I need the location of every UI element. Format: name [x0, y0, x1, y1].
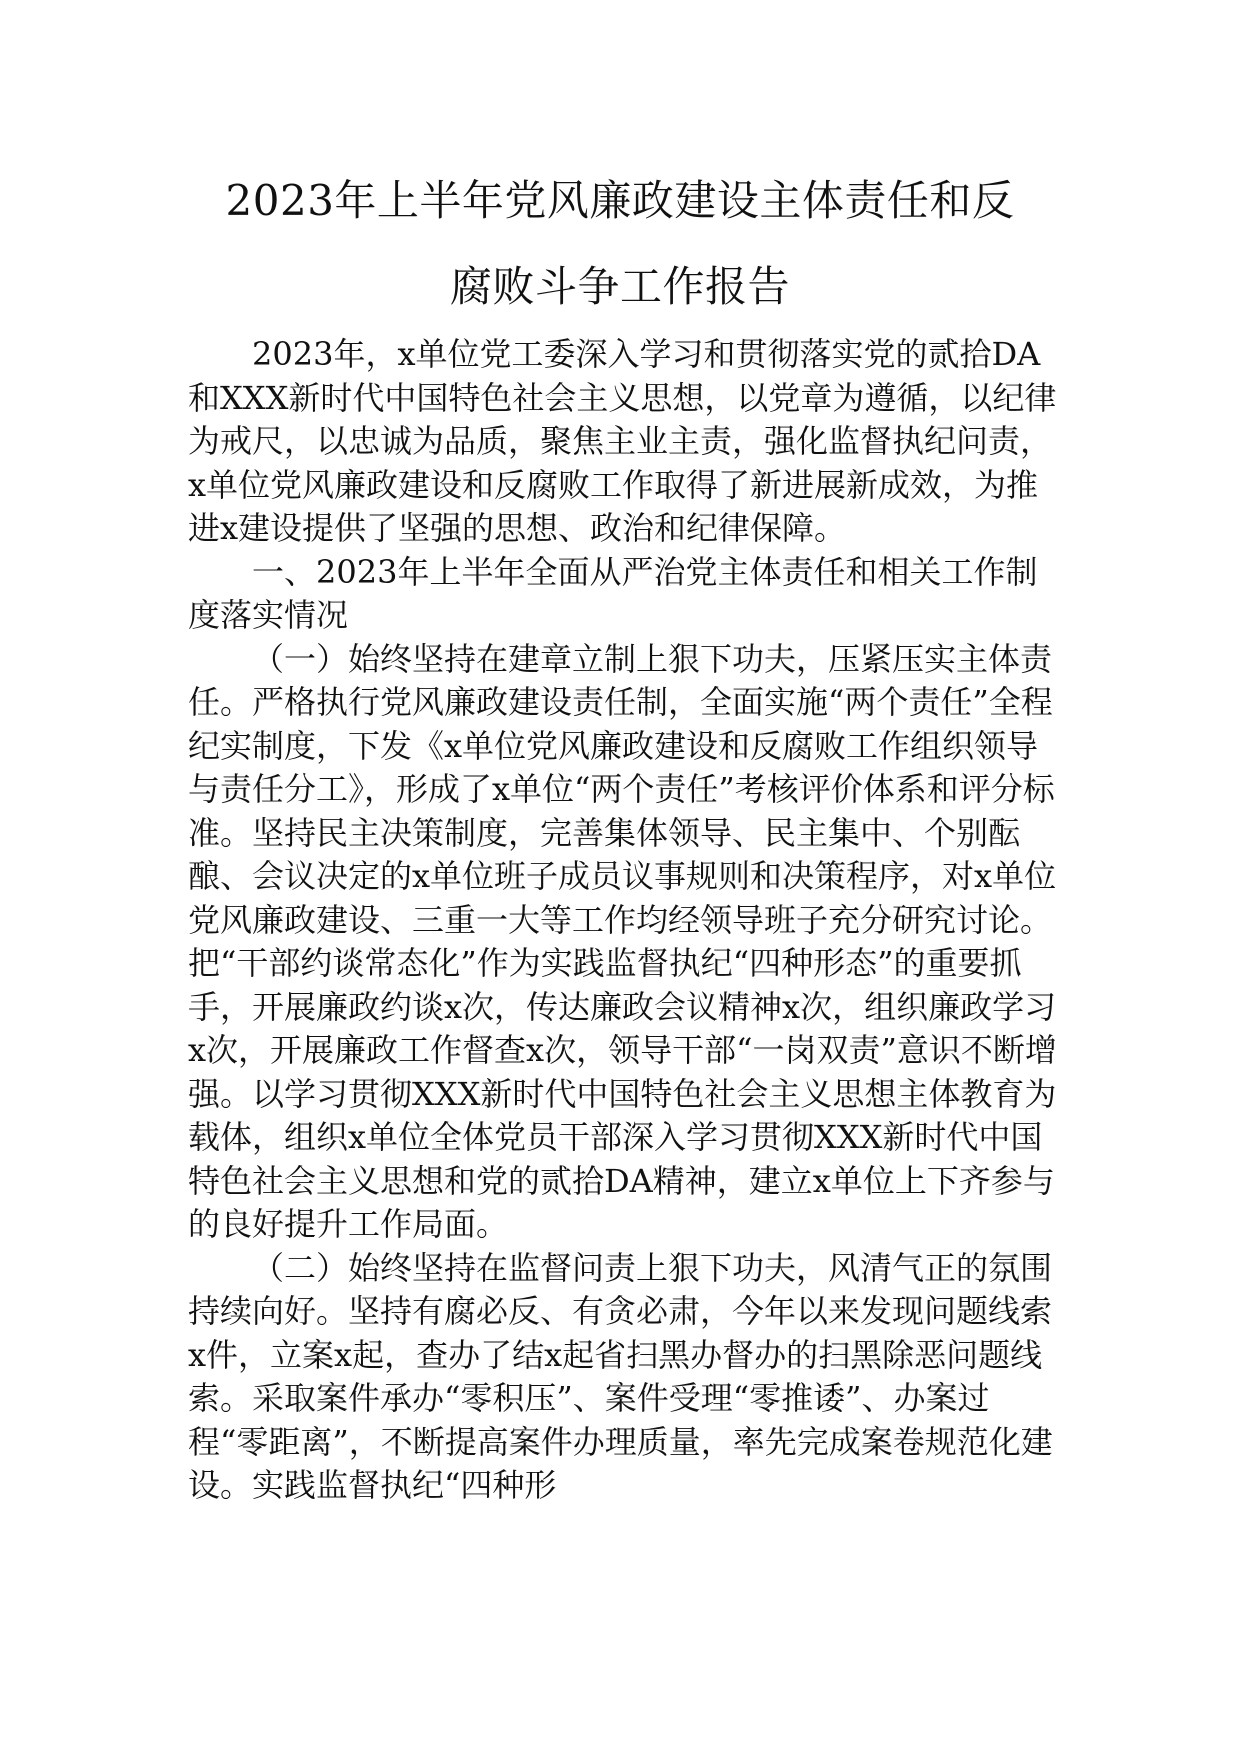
- document-body: [188, 333, 1068, 1508]
- document-title-line-1: 2023年上半年党风廉政建设主体责任和反: [225, 176, 1015, 225]
- subsection-paragraph-2: （二）始终坚持在监督问责上狠下功夫，风清气正的氛围持续向好。坚持有腐必反、有贪必肃，今年以来发现问题线索x件，立案x起，查办了结x起省扫黑办督办的扫黑除恶问题线索。采取案件承办“零积压”、案件受理“零推诿”、办案过程“零距离”，不断提高案件办理质量，率先完成案卷规范化建设。实践监督执纪“四种形: [188, 1248, 1053, 1504]
- intro-paragraph: 2023年，x单位党工委深入学习和贯彻落实党的贰拾DA和XXX新时代中国特色社会主义思想，以党章为遵循，以纪律为戒尺，以忠诚为品质，聚焦主业主责，强化监督执纪问责，x单位党风廉政建设和反腐败工作取得了新进展新成效，为推进x建设提供了坚强的思想、政治和纪律保障。: [188, 335, 1057, 547]
- document-title-line-2: 腐败斗争工作报告: [449, 262, 790, 311]
- section-heading-1: 一、2023年上半年全面从严治党主体责任和相关工作制度落实情况: [188, 552, 1038, 634]
- subsection-paragraph-1: （一）始终坚持在建章立制上狠下功夫，压紧压实主体责任。严格执行党风廉政建设责任制，全面实施“两个责任”全程纪实制度，下发《x单位党风廉政建设和反腐败工作组织领导与责任分工》，形成了x单位“两个责任”考核评价体系和评分标准。坚持民主决策制度，完善集体领导、民主集中、个别酝酿、会议决定的x单位班子成员议事规则和决策程序，对x单位党风廉政建设、三重一大等工作均经领导班子充分研究讨论。把“干部约谈常态化”作为实践监督执纪“四种形态”的重要抓手，开展廉政约谈x次，传达廉政会议精神x次，组织廉政学习x次，开展廉政工作督查x次，领导干部“一岗双责”意识不断增强。以学习贯彻XXX新时代中国特色社会主义思想主体教育为载体，组织x单位全体党员干部深入学习贯彻XXX新时代中国特色社会主义思想和党的贰拾DA精神，建立x单位上下齐参与的良好提升工作局面。: [188, 639, 1057, 1243]
